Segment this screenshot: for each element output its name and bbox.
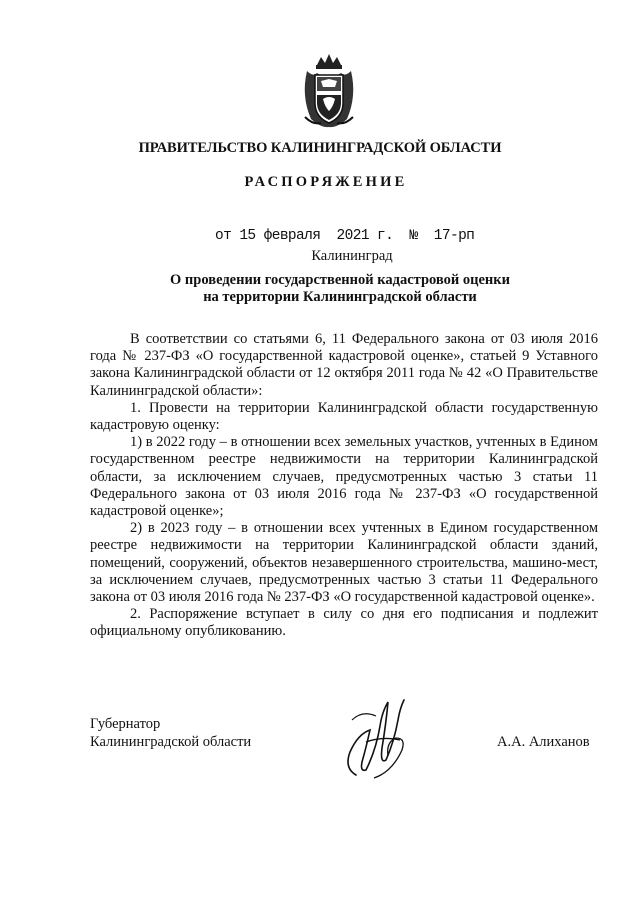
document-type: РАСПОРЯЖЕНИЕ <box>244 174 408 190</box>
date-prefix: от <box>215 228 232 244</box>
paragraph-subitem-2: 2) в 2023 году – в отношении всех учтенных в Едином государственном реестре недвижимости на территории Калининградской области зданий, помещений, сооружений, объектов незавершенного строительства, машино-мест, за исключением случаев, предусмотренных частью 3 статьи 11 Федерального закона от 03 июля 2016 года № 237-ФЗ «О государственной кадастровой оценке». <box>90 520 598 606</box>
signatory-name: А.А. Алиханов <box>497 734 590 750</box>
date-line <box>215 228 474 244</box>
number-label: № <box>409 228 418 244</box>
position-line-2: Калининградской области <box>90 733 252 750</box>
document-body <box>90 331 598 641</box>
coat-of-arms-icon <box>299 51 359 131</box>
handwritten-signature-icon <box>336 690 416 785</box>
subject-line-1: О проведении государственной кадастровой оценки <box>170 272 510 288</box>
organization-title: ПРАВИТЕЛЬСТВО КАЛИНИНГРАДСКОЙ ОБЛАСТИ <box>138 140 502 156</box>
position-line-1: Губернатор <box>90 716 161 732</box>
document-number: 17-рп <box>433 228 475 244</box>
signatory-position <box>90 716 251 751</box>
paragraph-item-2: 2. Распоряжение вступает в силу со дня его подписания и подлежит официальному опубликованию. <box>90 606 598 640</box>
subject-line-2: на территории Калининградской области <box>203 289 477 305</box>
document-year: 2021 г. <box>336 228 394 244</box>
document-date: 15 февраля <box>239 228 321 244</box>
paragraph-preamble: В соответствии со статьями 6, 11 Федерального закона от 03 июля 2016 года № 237-ФЗ «О государственной кадастровой оценке», статьей 9 Уставного закона Калининградской области от 12 октября 2011 года № 42 «О Правительстве Калининградской области»: <box>90 331 598 399</box>
city: Калининград <box>311 248 393 264</box>
paragraph-item-1: 1. Провести на территории Калининградской области государственную кадастровую оценку: <box>90 399 598 434</box>
document-subject <box>0 272 640 306</box>
paragraph-subitem-1: 1) в 2022 году – в отношении всех земельных участков, учтенных в Едином государственном реестре недвижимости на территории Калининградской области, за исключением случаев, предусмотренных частью 3 статьи 11 Федерального закона от 03 июля 2016 года № 237-ФЗ «О государственной кадастровой оценке»; <box>90 434 598 520</box>
